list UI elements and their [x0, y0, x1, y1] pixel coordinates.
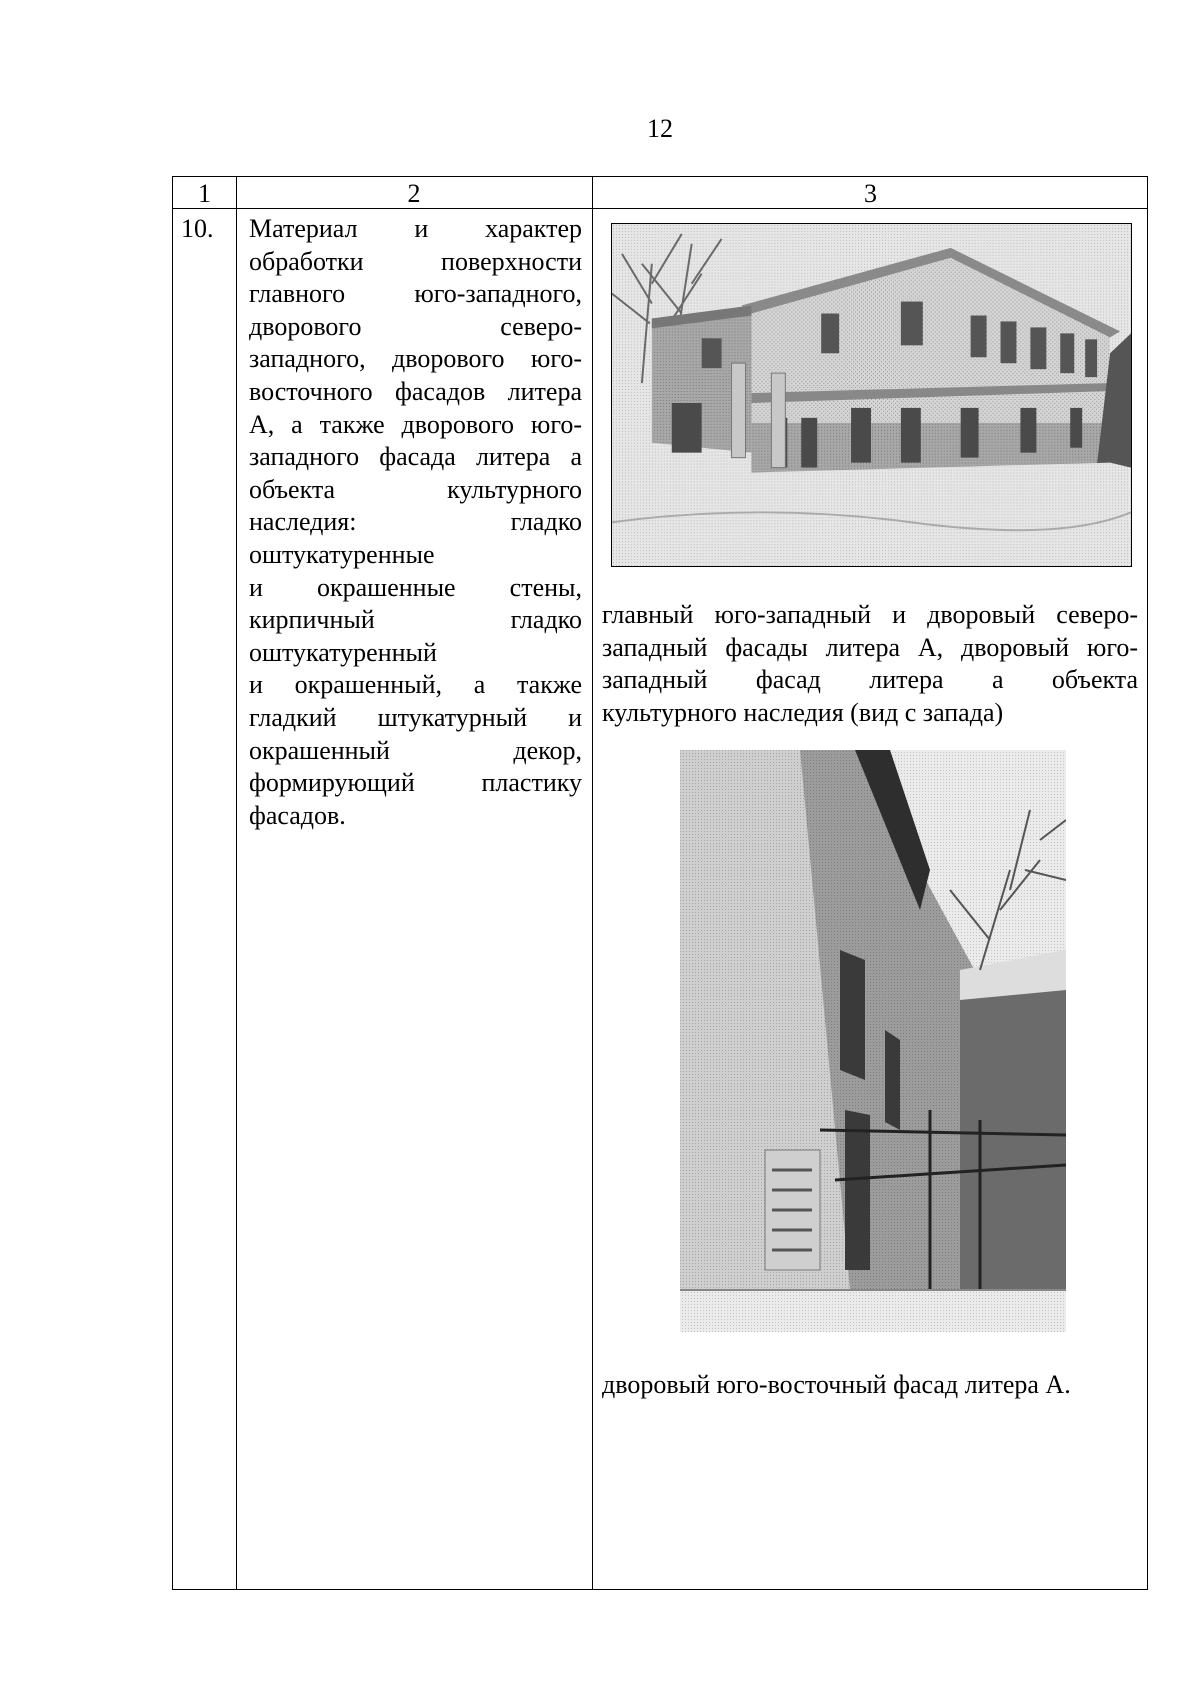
table-column-divider: [236, 177, 237, 1589]
description-line: обработки поверхности: [249, 246, 582, 276]
description-line: наследия: гладко: [249, 507, 582, 537]
description-line: оштукатуренные: [249, 539, 435, 569]
table-header-col-1: 1: [198, 179, 211, 208]
description-line: кирпичный гладко: [249, 605, 582, 635]
caption-line: западный фасад литера а объекта: [602, 665, 1138, 695]
description-line: окрашенный декор,: [249, 735, 582, 765]
row-description: [249, 213, 582, 832]
description-line: фасадов.: [249, 800, 346, 830]
description-line: западного фасада литера а: [249, 442, 582, 472]
caption-line: западный фасады литера А, дворовый юго-: [602, 632, 1138, 662]
description-line: западного, дворового юго-: [249, 344, 582, 374]
description-line: главного юго-западного,: [249, 279, 582, 309]
building-photo-southwest-facade: [611, 223, 1132, 567]
building-photo-southeast-facade: [680, 750, 1066, 1332]
table-header-divider: [173, 208, 1147, 209]
photo-2-caption: дворовый юго-восточный фасад литера А.: [602, 1370, 1071, 1399]
caption-line: культурного наследия (вид с запада): [602, 697, 1004, 727]
description-line: объекта культурного: [249, 474, 582, 504]
description-line: оштукатуренный: [249, 637, 437, 667]
photo-1-caption: [602, 599, 1138, 729]
description-line: Материал и характер: [249, 214, 582, 243]
table-header-col-3: 3: [864, 179, 877, 208]
caption-line: главный юго-западный и дворовый северо-: [602, 600, 1138, 629]
description-line: формирующий пластику: [249, 768, 582, 798]
description-line: и окрашенные стены,: [249, 572, 582, 602]
description-line: восточного фасадов литера: [249, 376, 582, 406]
description-line: и окрашенный, а также: [249, 670, 582, 700]
row-number: 10.: [181, 214, 214, 243]
description-line: А, а также дворового юго-: [249, 409, 582, 439]
table-column-divider: [592, 177, 593, 1589]
table-header-col-2: 2: [407, 179, 421, 208]
data-table: [172, 176, 1148, 1590]
description-line: дворового северо-: [249, 311, 582, 341]
description-line: гладкий штукатурный и: [249, 702, 582, 732]
page-number: 12: [647, 114, 673, 143]
